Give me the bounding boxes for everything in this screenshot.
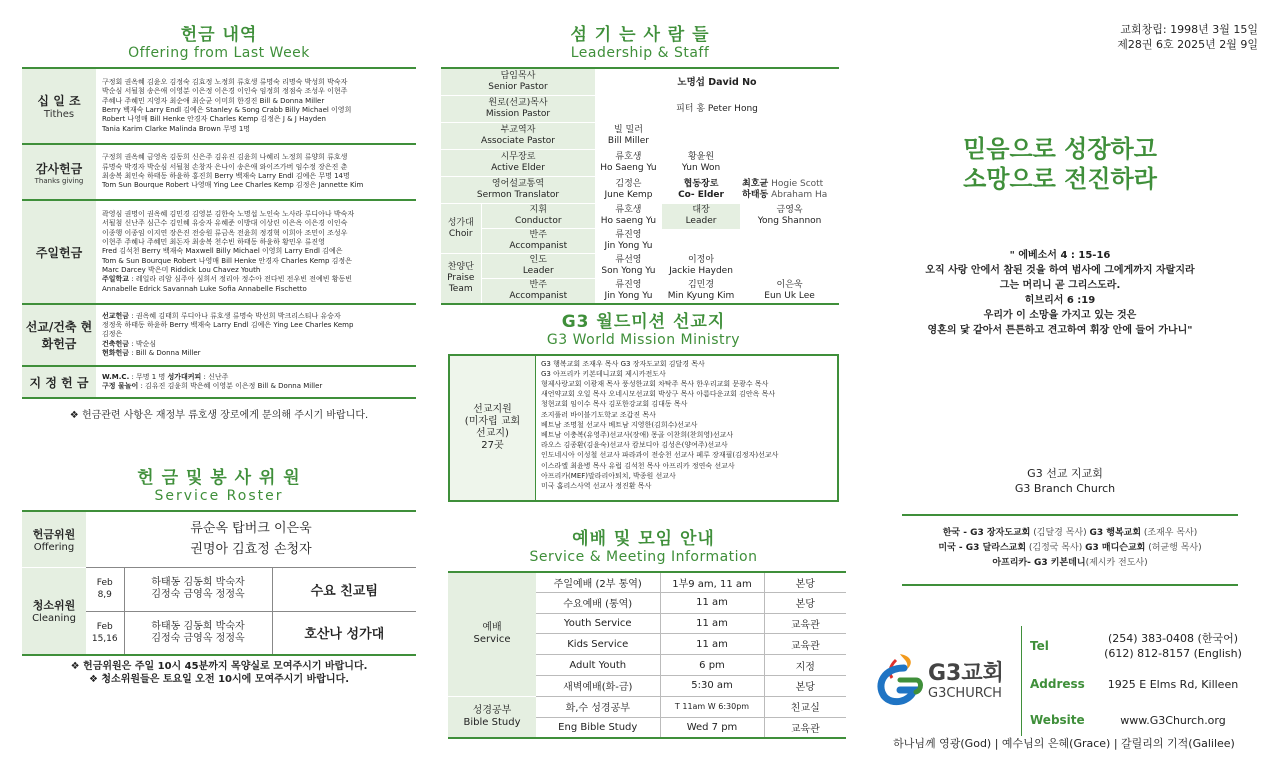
leadership-column xyxy=(441,20,839,739)
contact-tel: Tel (254) 383-0408 (한국어) (612) 812-8157 (English) xyxy=(1030,626,1258,666)
names-line: Annabelle Edrick Savannah Luke Sofia Annabelle Fischetto xyxy=(102,284,307,293)
thanks-label-en: Thanks giving xyxy=(34,176,84,185)
offering-subtitle: Offering from Last Week xyxy=(128,45,310,61)
issue-date: 제28권 6호 2025년 2월 9일 xyxy=(1117,38,1258,51)
co-elder-names: 최호균 Hogie Scott 하태동 Abraham Ha xyxy=(742,179,828,200)
services-title: 예배 및 모임 안내 xyxy=(572,528,715,549)
missions-title: G3 월드미션 선교지 xyxy=(561,311,726,332)
mission-building-label: 선교/건축 현화헌금 xyxy=(25,320,93,351)
founded-date: 교회창립: 1998년 3월 15일 xyxy=(1120,23,1258,36)
names-line: Berry 백재숙 Larry Endl 김예은 Stanley & Song Crabb Billy Michael 이영희 xyxy=(102,106,352,114)
cleaning-label-en: Cleaning xyxy=(32,613,76,625)
website-link[interactable]: www.G3Church.org xyxy=(1120,713,1226,727)
names-line: 이현주 주혜나 주혜민 최돈자 최송복 천수빈 하태동 하윤하 황민우 류진영 xyxy=(102,238,325,247)
sunday-names xyxy=(96,200,416,304)
translator-row: 영어설교통역 Sermon Translator 김정은 June Kemp 협동장로 Co- Elder 최호균 Hogie Scott 하태동 Abraham Ha xyxy=(441,177,839,204)
choir-leader-label: 대장 Leader xyxy=(662,204,740,229)
logo-name-en: G3CHURCH xyxy=(928,686,1002,701)
names-line: Tom Sun Bourque Robert 나영매 Ying Lee Charles Kemp 김정은 Jannette Kim xyxy=(102,181,364,190)
cleaning-label: 청소위원 xyxy=(32,599,76,613)
names-line: 김정은 xyxy=(102,330,123,339)
contact-address: Address 1925 E Elms Rd, Killeen xyxy=(1030,666,1258,702)
roster-offering-row xyxy=(22,511,416,567)
logo-name-ko: G3교회 xyxy=(928,661,1004,686)
praise-accompanist-row: 반주 Accompanist 류진영 Jin Yong Yu 김민경 Min Kyung Kim 이은욱 Eun Uk Lee xyxy=(441,279,839,304)
roster-cleaning-row xyxy=(22,567,416,611)
praise-accompanist-name: 이은욱 Eun Uk Lee xyxy=(764,279,815,301)
roster-note-cleaning: ❖ 청소위원들은 토요일 오전 10시에 모여주시기 바랍니다. xyxy=(88,674,350,685)
mission-pastor-name: 피터 홍 Peter Hong xyxy=(676,103,758,114)
choir-conductor-row: 성가대 Choir 지휘 Conductor 류호생 Ho saeng Yu 대장 Leader 금영옥 Yong Shannon xyxy=(441,204,839,229)
roster-table xyxy=(22,510,416,656)
roster-notes xyxy=(22,660,416,686)
mission-item: 베트남 이충복(유영주)선교사(장애) 몽골 이찬희(찬희영)선교사 xyxy=(541,430,734,439)
motto: 믿음으로 성장하고 소망으로 전진하라 xyxy=(963,135,1157,193)
mission-item: 아프리카(MEF)말라리아퇴치, 박종원 선교사 xyxy=(541,471,676,480)
offering-row-sunday xyxy=(22,200,416,304)
contact-divider xyxy=(1021,626,1022,736)
names-line: 구정 물놀이 : 김유진 김윤희 박은혜 이영분 이은정 Bill & Donna Miller xyxy=(102,382,323,390)
missions-label: 선교지원 (미자립 교회 선교지) 27곳 xyxy=(450,356,536,500)
mission-item: 청현교회 임이수 목사 김포한강교회 김대동 목사 xyxy=(541,400,688,409)
branch-item: 미국 - G3 달라스교회 (김정국 목사) G3 매디슨교회 (허균행 목사) xyxy=(938,543,1202,553)
g3-logo-icon xyxy=(870,650,926,710)
establishment-info xyxy=(1058,22,1258,52)
sunday-school-names: : 레일라 리암 심주아 심희서 정리아 정수아 전다빈 전우빈 전예빈 황동빈 xyxy=(129,275,352,284)
offering-committee-label-en: Offering xyxy=(33,541,75,553)
praise-accompanist-name: 김민경 Min Kyung Kim xyxy=(667,279,735,301)
offering-committee-label: 헌금위원 xyxy=(32,527,76,541)
offering-note: ❖ 헌금관련 사항은 재정부 류호생 장로에게 문의해 주시기 바랍니다. xyxy=(69,410,369,421)
mission-item: G3 행복교회 조재우 목사 G3 장자도교회 김달경 목사 xyxy=(541,359,705,368)
branch-item: 한국 - G3 장자도교회 (김달경 목사) G3 행복교회 (조재우 목사) xyxy=(942,528,1198,538)
roster-note-offering: ❖ 헌금위원은 주일 10시 45분까지 목양실로 모여주시기 바랍니다. xyxy=(70,661,368,672)
names-line: 구정회 권옥혜 김윤오 김정숙 김효정 노정희 류호생 류명숙 리명숙 박성희 박숙자 xyxy=(102,78,348,87)
mission-item: 이스라엘 최윤병 목사 유럽 김석천 목사 아프리카 정연숙 선교사 xyxy=(541,461,735,470)
names-line: Marc Darcey 박은미 Riddick Lou Chavez Youth xyxy=(102,265,261,274)
leadership-subtitle: Leadership & Staff xyxy=(570,45,710,61)
branch-list xyxy=(902,514,1238,586)
roster-names: 하태동 김동희 박숙자 김정숙 금영옥 정정옥 xyxy=(124,611,272,655)
offering-column xyxy=(22,20,416,686)
names-line: 주혜나 주혜민 지영자 최순애 최순균 이미희 한경진 Bill & Donna Miller xyxy=(102,96,325,105)
roster-team: 수요 친교팀 xyxy=(272,567,416,611)
service-row: Kids Service 11 am 교육관 xyxy=(448,634,846,655)
roster-date: Feb 8,9 xyxy=(86,567,124,611)
sunday-school-line xyxy=(102,275,410,284)
missions-box xyxy=(448,354,839,502)
offering-row-mission xyxy=(22,304,416,366)
praise-leader-name: 류선영 Son Yong Yu xyxy=(601,255,656,276)
names-line: Robert 나영매 Bill Henke 안경자 Charles Kemp 김정은 J & J Hayden xyxy=(102,115,326,124)
senior-pastor-name: 노명섭 David No xyxy=(677,76,757,88)
thanks-label: 감사헌금 xyxy=(35,161,83,176)
mission-item: 조지풀러 바이블기도학교 조갑진 목사 xyxy=(541,410,656,419)
info-column xyxy=(870,20,1258,777)
names-line: 곽영심 권명이 권옥혜 김민경 김영분 김한숙 노명섭 노인숙 노사라 루디아나 박숙자 xyxy=(102,210,355,219)
mission-item: 베트남 조명철 선교사 베트남 지영한(김희수)선교사 xyxy=(541,420,698,429)
missions-subtitle: G3 World Mission Ministry xyxy=(546,331,741,348)
phone-numbers[interactable]: (254) 383-0408 (한국어) (612) 812-8157 (English) xyxy=(1104,632,1242,660)
names-line: Tania Karim Clarke Malinda Brown 무명 1명 xyxy=(102,124,251,133)
names-line: 박순심 서될첨 송은애 이영분 이은정 이은경 이인숙 임정희 정점숙 조성우 이현주 xyxy=(102,87,348,96)
mission-names xyxy=(96,304,416,366)
designated-names xyxy=(96,366,416,398)
roster-title: 헌 금 및 봉 사 위 원 xyxy=(137,468,301,488)
names-line: Fred 김석천 Berry 백재숙 Maxwell Billy Michael 이영희 Larry Endl 김예은 xyxy=(102,247,343,256)
offering-table xyxy=(22,67,416,399)
roster-subtitle: Service Roster xyxy=(154,488,284,504)
thanks-names xyxy=(96,144,416,200)
senior-pastor-row: 담임목사 Senior Pastor 노명섭 David No xyxy=(441,68,839,96)
mission-item: 새언약교회 오일 목사 오네시모선교회 박상구 목사 아름다운교회 김안옥 목사 xyxy=(541,390,776,399)
contact-website: Website www.G3Church.org xyxy=(1030,702,1258,738)
missions-list xyxy=(536,356,837,500)
branch-item: 아프리카- G3 키본데니(제시카 전도사) xyxy=(992,558,1148,568)
tithes-names xyxy=(96,68,416,144)
church-logo xyxy=(870,650,1015,710)
mission-item: 인도네시아 이성철 선교사 파라과이 전승천 선교사 페루 장재필(김정자)선교사 xyxy=(541,451,779,460)
associate-pastor-row: 부교역자 Associate Pastor 빌 밀러 Bill Miller xyxy=(441,123,839,150)
accompanist-name: 류진영 Jin Yong Yu xyxy=(604,230,653,251)
names-line: 선교헌금 : 권옥혜 김태희 루디아나 류호생 류명숙 박선희 박크리스티나 유승자 xyxy=(102,311,341,320)
offering-row-thanks xyxy=(22,144,416,200)
co-elder-label: 협동장로 Co- Elder xyxy=(678,179,724,200)
service-row: Eng Bible Study Wed 7 pm 교육관 xyxy=(448,717,846,738)
mission-pastor-row: 원로(선교)목사 Mission Pastor 피터 홍 Peter Hong xyxy=(441,96,839,123)
sunday-label: 주일헌금 xyxy=(35,245,83,260)
address: 1925 E Elms Rd, Killeen xyxy=(1107,677,1239,691)
sunday-school-key: 주일학교 xyxy=(102,275,130,284)
roster-date: Feb 15,16 xyxy=(86,611,124,655)
leadership-title: 섬 기 는 사 람 들 xyxy=(570,25,710,45)
names-line: 류명숙 박경자 박순심 서될첨 손창자 은나이 송은애 와이즈가버 임수정 장은진 춘 xyxy=(102,162,348,171)
names-line: 이종행 이종임 이지연 장은진 전승원 류금옥 전윤희 정경혁 이희아 조민이 조성우 xyxy=(102,228,348,237)
elder-name: 류호생 Ho Saeng Yu xyxy=(600,152,657,173)
names-line: 류순옥 탑버크 이은욱 xyxy=(190,521,312,537)
tithes-label-en: Tithes xyxy=(43,109,75,120)
translator-name: 김정은 June Kemp xyxy=(604,179,653,200)
names-line: 건축헌금 : 박순심 xyxy=(102,339,157,348)
praise-leader-name: 이정아 Jackie Hayden xyxy=(669,255,733,276)
service-row: 수요예배 (통역) 11 am 본당 xyxy=(448,592,846,613)
mission-item: 형제사랑교회 이광재 목사 풍성한교회 차탁주 목사 한우리교회 문광수 목사 xyxy=(541,379,769,388)
names-line: Tom & Sun Bourque Robert 나영매 Bill Henke 안경자 Charles Kemp 김정은 xyxy=(102,256,352,265)
services-table xyxy=(448,571,846,739)
names-line: 권명아 김효정 손청자 xyxy=(190,542,312,558)
service-row: 예배 Service 주일예배 (2부 통역) 1부9 am, 11 am 본당 xyxy=(448,572,846,593)
tithes-label: 십 일 조 xyxy=(37,94,81,108)
associate-pastor-name: 빌 밀러 Bill Miller xyxy=(607,125,649,146)
names-line: 구정희 권옥혜 금영옥 김동희 신은주 김유진 김윤희 나혜리 노정희 류양희 류호생 xyxy=(102,153,348,162)
services-subtitle: Service & Meeting Information xyxy=(529,548,758,565)
service-row: 성경공부 Bible Study 화,수 성경공부 T 11am W 6:30pm 친교실 xyxy=(448,696,846,717)
elder-name: 황윤원 Yun Won xyxy=(681,152,721,173)
choir-leader-name: 금영옥 Yong Shannon xyxy=(757,205,822,226)
names-line: 현화헌금 : Bill & Donna Miller xyxy=(102,348,201,357)
designated-label: 지 정 헌 금 xyxy=(29,375,89,390)
offering-title: 헌금 내역 xyxy=(180,25,258,45)
mission-item: G3 아프리카 키본데니교회 제시카전도사 xyxy=(541,369,666,378)
service-row: 새벽예배(화-금) 5:30 am 본당 xyxy=(448,675,846,696)
choir-accompanist-row: 반주 Accompanist 류진영 Jin Yong Yu xyxy=(441,229,839,254)
active-elder-row: 시무장로 Active Elder 류호생 Ho Saeng Yu 황윤원 Yun Won xyxy=(441,150,839,177)
contact-info xyxy=(1030,626,1258,738)
mission-item: 라오스 김종환(김윤숙)선교사 캄보디아 김성은(양여주)선교사 xyxy=(541,441,728,450)
branch-heading: G3 선교 지교회 G3 Branch Church xyxy=(1014,467,1116,495)
names-line: 정정욱 하태동 하윤하 Berry 백재숙 Larry Endl 김예은 Ying Lee Charles Kemp xyxy=(102,321,354,330)
praise-accompanist-name: 류진영 Jin Yong Yu xyxy=(604,279,653,301)
mission-item: 미국 홈리스사역 선교사 정진환 목사 xyxy=(541,481,652,490)
roster-names: 하태동 김동희 박숙자 김정숙 금영옥 정정옥 xyxy=(124,567,272,611)
conductor-name: 류호생 Ho saeng Yu xyxy=(600,205,657,226)
service-row: Adult Youth 6 pm 지정 xyxy=(448,655,846,676)
names-line: 서될첨 신난주 심근수 김인혜 유승자 유혜준 이방대 이상린 이은옥 이은경 이인숙 xyxy=(102,219,348,228)
roster-team: 호산나 성가대 xyxy=(304,627,385,643)
offering-row-designated xyxy=(22,366,416,398)
praise-leader-row: 찬양단 Praise Team 인도 Leader 류선영 Son Yong Yu 이정아 Jackie Hayden xyxy=(441,254,839,279)
offering-committee-names xyxy=(86,511,416,567)
names-line: W.M.C. : 무명 1 명 성가대커피 : 신난주 xyxy=(102,372,229,381)
service-row: Youth Service 11 am 교육관 xyxy=(448,613,846,634)
scripture-verse: " 에베소서 4 : 15-16 오직 사랑 안에서 참된 것을 하여 범사에 그에게까지 자랄지라 그는 머리니 곧 그리스도라. 히브리서 6 :19 우리가 이 소망을 가지고 있는 것은 영혼의 닻 같아서 튼튼하고 견고하여 휘장 안에 들어 가나니" xyxy=(925,250,1195,336)
names-line: 최송복 최인숙 하태동 하윤하 홍진희 Berry 백재숙 Larry Endl 김예은 무명 14명 xyxy=(102,172,350,180)
leadership-table xyxy=(441,67,839,305)
offering-row-tithes xyxy=(22,68,416,144)
church-tagline: 하나님께 영광(God) | 예수님의 은혜(Grace) | 갈릴리의 기적(Galilee) xyxy=(893,737,1235,750)
